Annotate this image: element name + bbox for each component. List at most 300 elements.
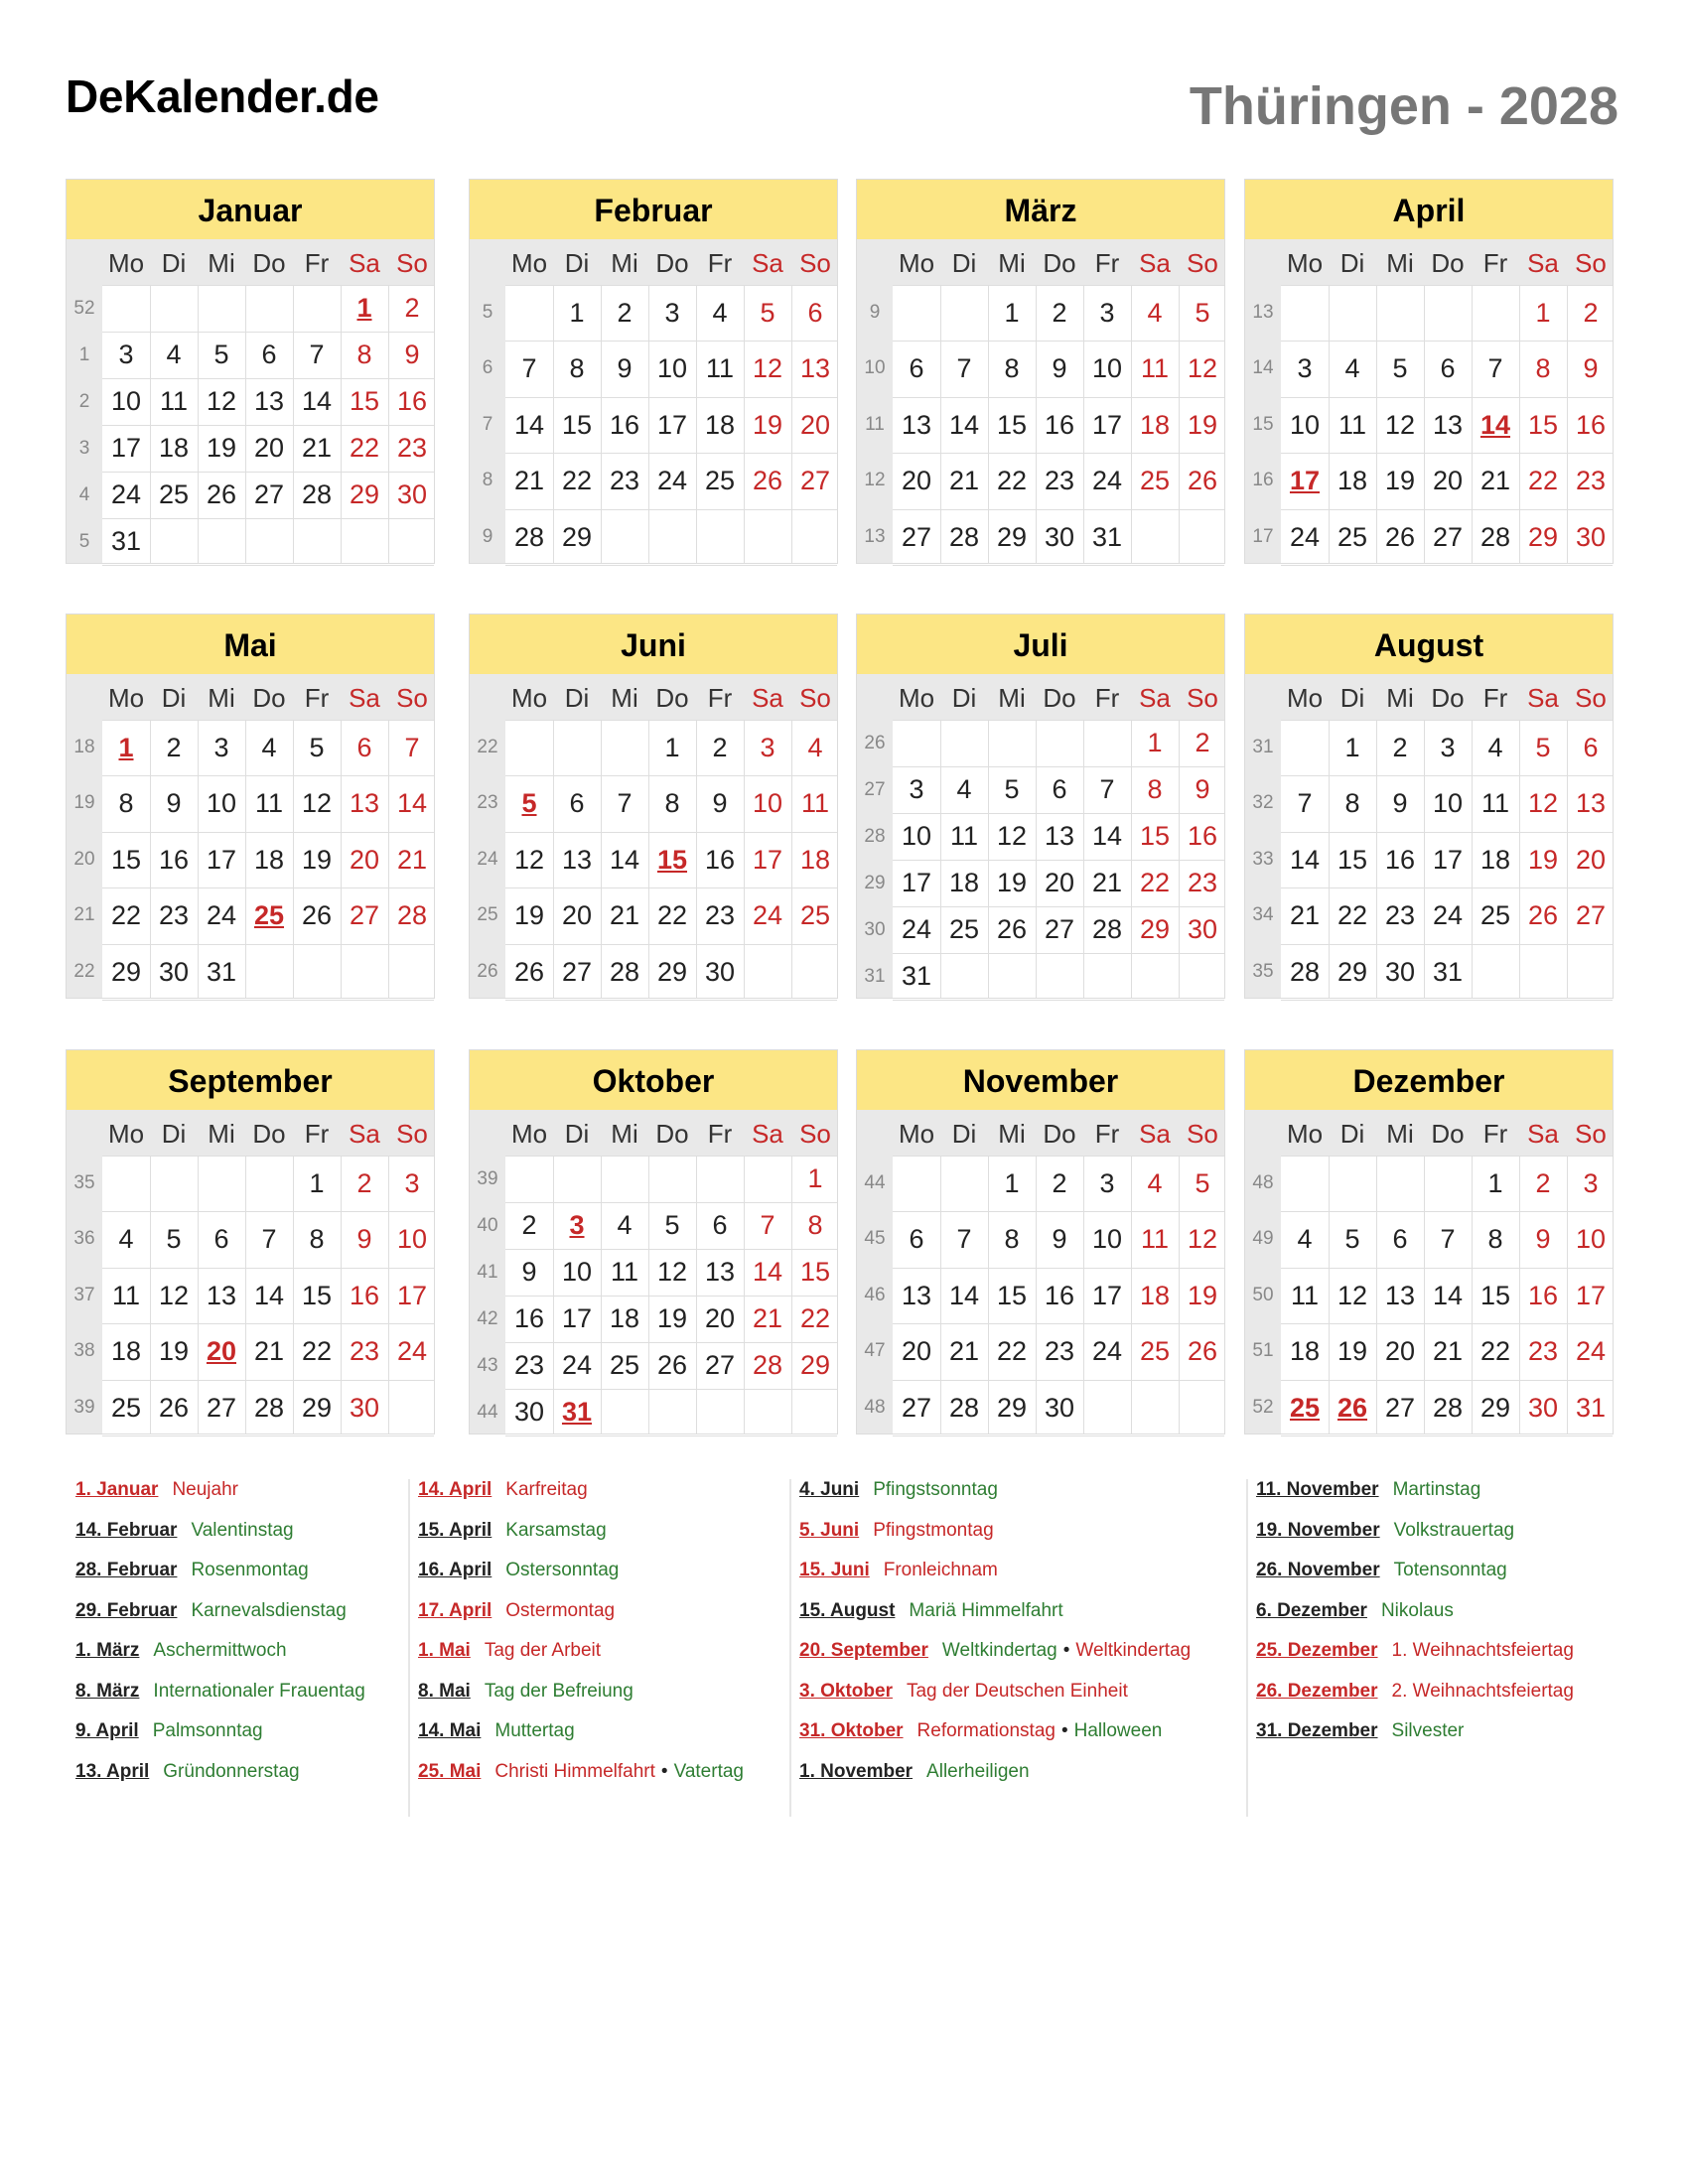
calendar-day[interactable]: 17	[561, 1303, 593, 1333]
calendar-day[interactable]: 26	[301, 900, 333, 931]
calendar-day[interactable]: 19	[1336, 1336, 1368, 1367]
calendar-day[interactable]: 4	[956, 774, 972, 804]
holiday-date[interactable]: 28. Februar	[75, 1560, 178, 1580]
calendar-day[interactable]: 24	[206, 900, 237, 931]
calendar-day[interactable]: 6	[712, 1210, 728, 1240]
calendar-day[interactable]: 25	[948, 914, 980, 944]
calendar-day[interactable]: 27	[1044, 914, 1075, 944]
calendar-day[interactable]: 5	[1392, 353, 1408, 384]
calendar-day[interactable]: 12	[1336, 1280, 1368, 1310]
calendar-day[interactable]: 23	[1187, 868, 1218, 897]
calendar-day[interactable]: 5	[1535, 733, 1551, 762]
calendar-day[interactable]: 21	[752, 1303, 783, 1333]
calendar-day[interactable]: 28	[1289, 956, 1321, 987]
calendar-day[interactable]: 2	[356, 1168, 372, 1198]
calendar-day[interactable]: 26	[752, 466, 783, 496]
calendar-day[interactable]: 26	[996, 914, 1028, 944]
calendar-day[interactable]: 18	[948, 868, 980, 897]
calendar-day[interactable]: 16	[349, 1280, 380, 1310]
calendar-day[interactable]: 31	[901, 961, 932, 991]
calendar-day[interactable]: 22	[1527, 466, 1559, 496]
calendar-day[interactable]: 3	[569, 1210, 585, 1240]
calendar-day[interactable]: 27	[1432, 521, 1464, 552]
calendar-day[interactable]: 23	[704, 900, 736, 931]
calendar-day[interactable]: 20	[561, 900, 593, 931]
calendar-day[interactable]: 17	[1432, 844, 1464, 875]
calendar-day[interactable]: 24	[1091, 1336, 1123, 1367]
calendar-day[interactable]: 14	[1479, 409, 1511, 440]
calendar-day[interactable]: 1	[1004, 298, 1020, 328]
calendar-day[interactable]: 9	[1583, 353, 1599, 384]
calendar-day[interactable]: 9	[712, 788, 728, 819]
calendar-day[interactable]: 16	[1384, 844, 1416, 875]
calendar-day[interactable]: 11	[254, 788, 284, 819]
calendar-day[interactable]: 25	[110, 1392, 142, 1423]
calendar-day[interactable]: 23	[1384, 900, 1416, 931]
calendar-day[interactable]: 15	[1527, 409, 1559, 440]
calendar-day[interactable]: 23	[513, 1350, 545, 1380]
calendar-day[interactable]: 23	[349, 1336, 380, 1367]
calendar-day[interactable]: 15	[1139, 821, 1171, 851]
calendar-day[interactable]: 5	[1195, 1168, 1210, 1198]
calendar-day[interactable]: 19	[752, 409, 783, 440]
calendar-day[interactable]: 22	[1336, 900, 1368, 931]
calendar-day[interactable]: 14	[513, 409, 545, 440]
calendar-day[interactable]: 4	[166, 340, 182, 369]
calendar-day[interactable]: 27	[206, 1392, 237, 1423]
calendar-day[interactable]: 27	[561, 956, 593, 987]
calendar-day[interactable]: 31	[1091, 521, 1123, 552]
calendar-day[interactable]: 19	[1384, 466, 1416, 496]
calendar-day[interactable]: 21	[609, 900, 640, 931]
calendar-day[interactable]: 13	[704, 1257, 736, 1287]
calendar-day[interactable]: 18	[1479, 844, 1511, 875]
calendar-day[interactable]: 3	[1297, 353, 1313, 384]
calendar-day[interactable]: 6	[356, 733, 372, 762]
calendar-day[interactable]: 22	[996, 1336, 1028, 1367]
calendar-day[interactable]: 12	[1187, 353, 1218, 384]
calendar-day[interactable]: 1	[356, 293, 372, 323]
calendar-day[interactable]: 21	[1091, 868, 1123, 897]
calendar-day[interactable]: 10	[1091, 1224, 1123, 1255]
calendar-day[interactable]: 11	[159, 386, 189, 416]
calendar-day[interactable]: 10	[206, 788, 237, 819]
calendar-day[interactable]: 7	[1297, 788, 1313, 819]
holiday-date[interactable]: 1. Mai	[418, 1640, 471, 1661]
calendar-day[interactable]: 17	[1091, 409, 1123, 440]
calendar-day[interactable]: 22	[996, 466, 1028, 496]
holiday-date[interactable]: 25. Mai	[418, 1760, 482, 1782]
calendar-day[interactable]: 17	[206, 844, 237, 875]
calendar-day[interactable]: 8	[807, 1210, 823, 1240]
calendar-day[interactable]: 6	[909, 353, 924, 384]
calendar-day[interactable]: 8	[309, 1224, 325, 1255]
calendar-day[interactable]: 13	[253, 386, 285, 416]
calendar-day[interactable]: 15	[996, 1280, 1028, 1310]
holiday-date[interactable]: 20. September	[799, 1640, 928, 1661]
calendar-day[interactable]: 18	[799, 844, 831, 875]
calendar-day[interactable]: 30	[1044, 1392, 1075, 1423]
calendar-day[interactable]: 2	[1052, 298, 1067, 328]
calendar-day[interactable]: 25	[704, 466, 736, 496]
calendar-day[interactable]: 1	[807, 1163, 823, 1193]
calendar-day[interactable]: 1	[1147, 728, 1163, 757]
calendar-day[interactable]: 7	[617, 788, 633, 819]
calendar-day[interactable]: 30	[158, 956, 190, 987]
calendar-day[interactable]: 21	[513, 466, 545, 496]
calendar-day[interactable]: 4	[617, 1210, 633, 1240]
calendar-day[interactable]: 31	[1575, 1392, 1607, 1423]
calendar-day[interactable]: 3	[664, 298, 680, 328]
calendar-day[interactable]: 28	[1479, 521, 1511, 552]
calendar-day[interactable]: 23	[609, 466, 640, 496]
calendar-day[interactable]: 3	[404, 1168, 420, 1198]
calendar-day[interactable]: 28	[513, 521, 545, 552]
calendar-day[interactable]: 21	[948, 1336, 980, 1367]
calendar-day[interactable]: 12	[513, 844, 545, 875]
calendar-day[interactable]: 1	[1535, 298, 1551, 328]
calendar-day[interactable]: 5	[521, 788, 537, 819]
holiday-date[interactable]: 17. April	[418, 1599, 492, 1621]
calendar-day[interactable]: 18	[1336, 466, 1368, 496]
calendar-day[interactable]: 24	[1289, 521, 1321, 552]
calendar-day[interactable]: 24	[1091, 466, 1123, 496]
calendar-day[interactable]: 7	[1440, 1224, 1456, 1255]
calendar-day[interactable]: 2	[1392, 733, 1408, 762]
calendar-day[interactable]: 29	[656, 956, 688, 987]
calendar-day[interactable]: 21	[1479, 466, 1511, 496]
calendar-day[interactable]: 15	[799, 1257, 831, 1287]
calendar-day[interactable]: 27	[253, 479, 285, 509]
calendar-day[interactable]: 19	[1187, 1280, 1218, 1310]
calendar-day[interactable]: 9	[1535, 1224, 1551, 1255]
calendar-day[interactable]: 19	[656, 1303, 688, 1333]
calendar-day[interactable]: 8	[1487, 1224, 1503, 1255]
calendar-day[interactable]: 8	[118, 788, 134, 819]
calendar-day[interactable]: 19	[513, 900, 545, 931]
calendar-day[interactable]: 15	[301, 1280, 333, 1310]
calendar-day[interactable]: 22	[799, 1303, 831, 1333]
calendar-day[interactable]: 4	[1147, 1168, 1163, 1198]
calendar-day[interactable]: 25	[253, 900, 285, 931]
holiday-date[interactable]: 13. April	[75, 1760, 150, 1782]
calendar-day[interactable]: 17	[901, 868, 932, 897]
calendar-day[interactable]: 29	[996, 521, 1028, 552]
calendar-day[interactable]: 14	[301, 386, 333, 416]
calendar-day[interactable]: 21	[1289, 900, 1321, 931]
calendar-day[interactable]: 8	[664, 788, 680, 819]
calendar-day[interactable]: 1	[118, 733, 134, 762]
calendar-day[interactable]: 7	[956, 1224, 972, 1255]
calendar-day[interactable]: 21	[253, 1336, 285, 1367]
calendar-day[interactable]: 8	[1147, 774, 1163, 804]
calendar-day[interactable]: 14	[609, 844, 640, 875]
calendar-day[interactable]: 26	[513, 956, 545, 987]
calendar-day[interactable]: 29	[301, 1392, 333, 1423]
calendar-day[interactable]: 6	[1052, 774, 1067, 804]
calendar-day[interactable]: 20	[1575, 844, 1607, 875]
calendar-day[interactable]: 10	[1432, 788, 1464, 819]
calendar-day[interactable]: 16	[1044, 1280, 1075, 1310]
calendar-day[interactable]: 27	[799, 466, 831, 496]
calendar-day[interactable]: 1	[1004, 1168, 1020, 1198]
calendar-day[interactable]: 23	[1575, 466, 1607, 496]
holiday-date[interactable]: 25. Dezember	[1256, 1640, 1378, 1661]
calendar-day[interactable]: 3	[213, 733, 229, 762]
calendar-day[interactable]: 6	[1392, 1224, 1408, 1255]
calendar-day[interactable]: 2	[166, 733, 182, 762]
calendar-day[interactable]: 12	[1187, 1224, 1218, 1255]
calendar-day[interactable]: 15	[349, 386, 380, 416]
holiday-date[interactable]: 9. April	[75, 1720, 139, 1741]
calendar-day[interactable]: 3	[909, 774, 924, 804]
calendar-day[interactable]: 25	[1336, 521, 1368, 552]
calendar-day[interactable]: 16	[704, 844, 736, 875]
calendar-day[interactable]: 5	[760, 298, 775, 328]
calendar-day[interactable]: 31	[561, 1397, 593, 1427]
calendar-day[interactable]: 2	[1535, 1168, 1551, 1198]
holiday-date[interactable]: 6. Dezember	[1256, 1599, 1367, 1621]
calendar-day[interactable]: 27	[1575, 900, 1607, 931]
calendar-day[interactable]: 14	[1289, 844, 1321, 875]
calendar-day[interactable]: 7	[404, 733, 420, 762]
holiday-date[interactable]: 15. August	[799, 1599, 896, 1621]
calendar-day[interactable]: 16	[1527, 1280, 1559, 1310]
holiday-date[interactable]: 16. April	[418, 1560, 492, 1580]
calendar-day[interactable]: 28	[752, 1350, 783, 1380]
calendar-day[interactable]: 14	[253, 1280, 285, 1310]
calendar-day[interactable]: 28	[948, 521, 980, 552]
calendar-day[interactable]: 19	[206, 433, 237, 463]
calendar-day[interactable]: 18	[1289, 1336, 1321, 1367]
calendar-day[interactable]: 13	[1575, 788, 1607, 819]
calendar-day[interactable]: 11	[1140, 1224, 1170, 1255]
calendar-day[interactable]: 2	[404, 293, 420, 323]
holiday-date[interactable]: 8. März	[75, 1680, 140, 1702]
calendar-day[interactable]: 25	[1139, 466, 1171, 496]
calendar-day[interactable]: 20	[901, 466, 932, 496]
calendar-day[interactable]: 29	[1336, 956, 1368, 987]
calendar-day[interactable]: 12	[1384, 409, 1416, 440]
calendar-day[interactable]: 20	[206, 1336, 237, 1367]
calendar-day[interactable]: 14	[948, 409, 980, 440]
calendar-day[interactable]: 16	[396, 386, 428, 416]
calendar-day[interactable]: 30	[1384, 956, 1416, 987]
calendar-day[interactable]: 9	[356, 1224, 372, 1255]
calendar-day[interactable]: 25	[799, 900, 831, 931]
calendar-day[interactable]: 9	[1052, 1224, 1067, 1255]
calendar-day[interactable]: 3	[1583, 1168, 1599, 1198]
calendar-day[interactable]: 3	[760, 733, 775, 762]
calendar-day[interactable]: 28	[948, 1392, 980, 1423]
calendar-day[interactable]: 13	[1432, 409, 1464, 440]
holiday-date[interactable]: 11. November	[1256, 1479, 1379, 1500]
calendar-day[interactable]: 17	[1091, 1280, 1123, 1310]
calendar-day[interactable]: 25	[1139, 1336, 1171, 1367]
holiday-date[interactable]: 1. März	[75, 1640, 140, 1661]
calendar-day[interactable]: 26	[206, 479, 237, 509]
holiday-date[interactable]: 26. Dezember	[1256, 1680, 1378, 1702]
calendar-day[interactable]: 20	[349, 844, 380, 875]
calendar-day[interactable]: 7	[261, 1224, 277, 1255]
calendar-day[interactable]: 31	[206, 956, 237, 987]
holiday-date[interactable]: 14. Mai	[418, 1720, 482, 1741]
holiday-date[interactable]: 19. November	[1256, 1519, 1380, 1541]
calendar-day[interactable]: 7	[1487, 353, 1503, 384]
calendar-day[interactable]: 22	[110, 900, 142, 931]
calendar-day[interactable]: 12	[656, 1257, 688, 1287]
calendar-day[interactable]: 16	[513, 1303, 545, 1333]
calendar-day[interactable]: 2	[712, 733, 728, 762]
calendar-day[interactable]: 4	[1344, 353, 1360, 384]
calendar-day[interactable]: 11	[705, 353, 735, 384]
calendar-day[interactable]: 22	[1139, 868, 1171, 897]
calendar-day[interactable]: 21	[1432, 1336, 1464, 1367]
calendar-day[interactable]: 29	[561, 521, 593, 552]
calendar-day[interactable]: 8	[1004, 353, 1020, 384]
calendar-day[interactable]: 17	[110, 433, 142, 463]
calendar-day[interactable]: 24	[1432, 900, 1464, 931]
calendar-day[interactable]: 18	[1139, 1280, 1171, 1310]
calendar-day[interactable]: 11	[610, 1257, 639, 1287]
holiday-date[interactable]: 14. Februar	[75, 1519, 178, 1541]
calendar-day[interactable]: 4	[261, 733, 277, 762]
calendar-day[interactable]: 20	[253, 433, 285, 463]
calendar-day[interactable]: 10	[561, 1257, 593, 1287]
calendar-day[interactable]: 11	[1290, 1280, 1320, 1310]
calendar-day[interactable]: 13	[1044, 821, 1075, 851]
calendar-day[interactable]: 18	[253, 844, 285, 875]
calendar-day[interactable]: 28	[1432, 1392, 1464, 1423]
calendar-day[interactable]: 1	[309, 1168, 325, 1198]
calendar-day[interactable]: 24	[1575, 1336, 1607, 1367]
calendar-day[interactable]: 25	[1289, 1392, 1321, 1423]
holiday-date[interactable]: 5. Juni	[799, 1519, 860, 1541]
calendar-day[interactable]: 24	[110, 479, 142, 509]
calendar-day[interactable]: 31	[110, 526, 142, 556]
calendar-day[interactable]: 3	[1099, 1168, 1115, 1198]
calendar-day[interactable]: 16	[609, 409, 640, 440]
calendar-day[interactable]: 6	[807, 298, 823, 328]
calendar-day[interactable]: 1	[569, 298, 585, 328]
holiday-date[interactable]: 26. November	[1256, 1560, 1380, 1580]
calendar-day[interactable]: 20	[1384, 1336, 1416, 1367]
calendar-day[interactable]: 11	[949, 821, 979, 851]
calendar-day[interactable]: 23	[1044, 466, 1075, 496]
holiday-date[interactable]: 8. Mai	[418, 1680, 471, 1702]
calendar-day[interactable]: 20	[1044, 868, 1075, 897]
calendar-day[interactable]: 23	[1527, 1336, 1559, 1367]
calendar-day[interactable]: 18	[704, 409, 736, 440]
calendar-day[interactable]: 19	[1187, 409, 1218, 440]
calendar-day[interactable]: 30	[1527, 1392, 1559, 1423]
calendar-day[interactable]: 18	[609, 1303, 640, 1333]
calendar-day[interactable]: 5	[1004, 774, 1020, 804]
calendar-day[interactable]: 10	[752, 788, 783, 819]
calendar-day[interactable]: 20	[901, 1336, 932, 1367]
calendar-day[interactable]: 7	[956, 353, 972, 384]
calendar-day[interactable]: 24	[561, 1350, 593, 1380]
calendar-day[interactable]: 6	[1440, 353, 1456, 384]
calendar-day[interactable]: 11	[1480, 788, 1510, 819]
calendar-day[interactable]: 24	[752, 900, 783, 931]
calendar-day[interactable]: 23	[396, 433, 428, 463]
calendar-day[interactable]: 11	[800, 788, 830, 819]
calendar-day[interactable]: 8	[356, 340, 372, 369]
calendar-day[interactable]: 4	[1297, 1224, 1313, 1255]
calendar-day[interactable]: 14	[1432, 1280, 1464, 1310]
calendar-day[interactable]: 8	[569, 353, 585, 384]
calendar-day[interactable]: 19	[158, 1336, 190, 1367]
calendar-day[interactable]: 29	[349, 479, 380, 509]
holiday-date[interactable]: 1. November	[799, 1760, 914, 1782]
calendar-day[interactable]: 26	[1187, 466, 1218, 496]
calendar-day[interactable]: 19	[996, 868, 1028, 897]
calendar-day[interactable]: 19	[1527, 844, 1559, 875]
calendar-day[interactable]: 4	[118, 1224, 134, 1255]
calendar-day[interactable]: 11	[1140, 353, 1170, 384]
calendar-day[interactable]: 5	[309, 733, 325, 762]
calendar-day[interactable]: 1	[664, 733, 680, 762]
calendar-day[interactable]: 11	[111, 1280, 141, 1310]
calendar-day[interactable]: 30	[349, 1392, 380, 1423]
calendar-day[interactable]: 26	[656, 1350, 688, 1380]
calendar-day[interactable]: 3	[1099, 298, 1115, 328]
calendar-day[interactable]: 4	[712, 298, 728, 328]
holiday-date[interactable]: 15. Juni	[799, 1560, 870, 1580]
calendar-day[interactable]: 9	[521, 1257, 537, 1287]
calendar-day[interactable]: 14	[396, 788, 428, 819]
calendar-day[interactable]: 3	[118, 340, 134, 369]
calendar-day[interactable]: 5	[664, 1210, 680, 1240]
calendar-day[interactable]: 28	[301, 479, 333, 509]
calendar-day[interactable]: 14	[1091, 821, 1123, 851]
calendar-day[interactable]: 5	[1195, 298, 1210, 328]
calendar-day[interactable]: 9	[1392, 788, 1408, 819]
calendar-day[interactable]: 13	[349, 788, 380, 819]
calendar-day[interactable]: 6	[213, 1224, 229, 1255]
holiday-date[interactable]: 4. Juni	[799, 1479, 860, 1500]
calendar-day[interactable]: 8	[1344, 788, 1360, 819]
calendar-day[interactable]: 8	[1004, 1224, 1020, 1255]
calendar-day[interactable]: 9	[1052, 353, 1067, 384]
calendar-day[interactable]: 27	[349, 900, 380, 931]
calendar-day[interactable]: 13	[901, 409, 932, 440]
holiday-date[interactable]: 31. Oktober	[799, 1720, 904, 1741]
calendar-day[interactable]: 21	[301, 433, 333, 463]
calendar-day[interactable]: 31	[1432, 956, 1464, 987]
calendar-day[interactable]: 5	[1344, 1224, 1360, 1255]
calendar-day[interactable]: 12	[158, 1280, 190, 1310]
calendar-day[interactable]: 15	[561, 409, 593, 440]
calendar-day[interactable]: 2	[1583, 298, 1599, 328]
calendar-day[interactable]: 12	[752, 353, 783, 384]
calendar-day[interactable]: 24	[656, 466, 688, 496]
calendar-day[interactable]: 28	[1091, 914, 1123, 944]
calendar-day[interactable]: 6	[569, 788, 585, 819]
calendar-day[interactable]: 22	[1479, 1336, 1511, 1367]
calendar-day[interactable]: 1	[1487, 1168, 1503, 1198]
calendar-day[interactable]: 15	[110, 844, 142, 875]
calendar-day[interactable]: 9	[1195, 774, 1210, 804]
calendar-day[interactable]: 13	[1384, 1280, 1416, 1310]
calendar-day[interactable]: 10	[1091, 353, 1123, 384]
calendar-day[interactable]: 27	[901, 521, 932, 552]
calendar-day[interactable]: 15	[1479, 1280, 1511, 1310]
holiday-date[interactable]: 29. Februar	[75, 1599, 178, 1621]
calendar-day[interactable]: 4	[1147, 298, 1163, 328]
calendar-day[interactable]: 12	[996, 821, 1028, 851]
